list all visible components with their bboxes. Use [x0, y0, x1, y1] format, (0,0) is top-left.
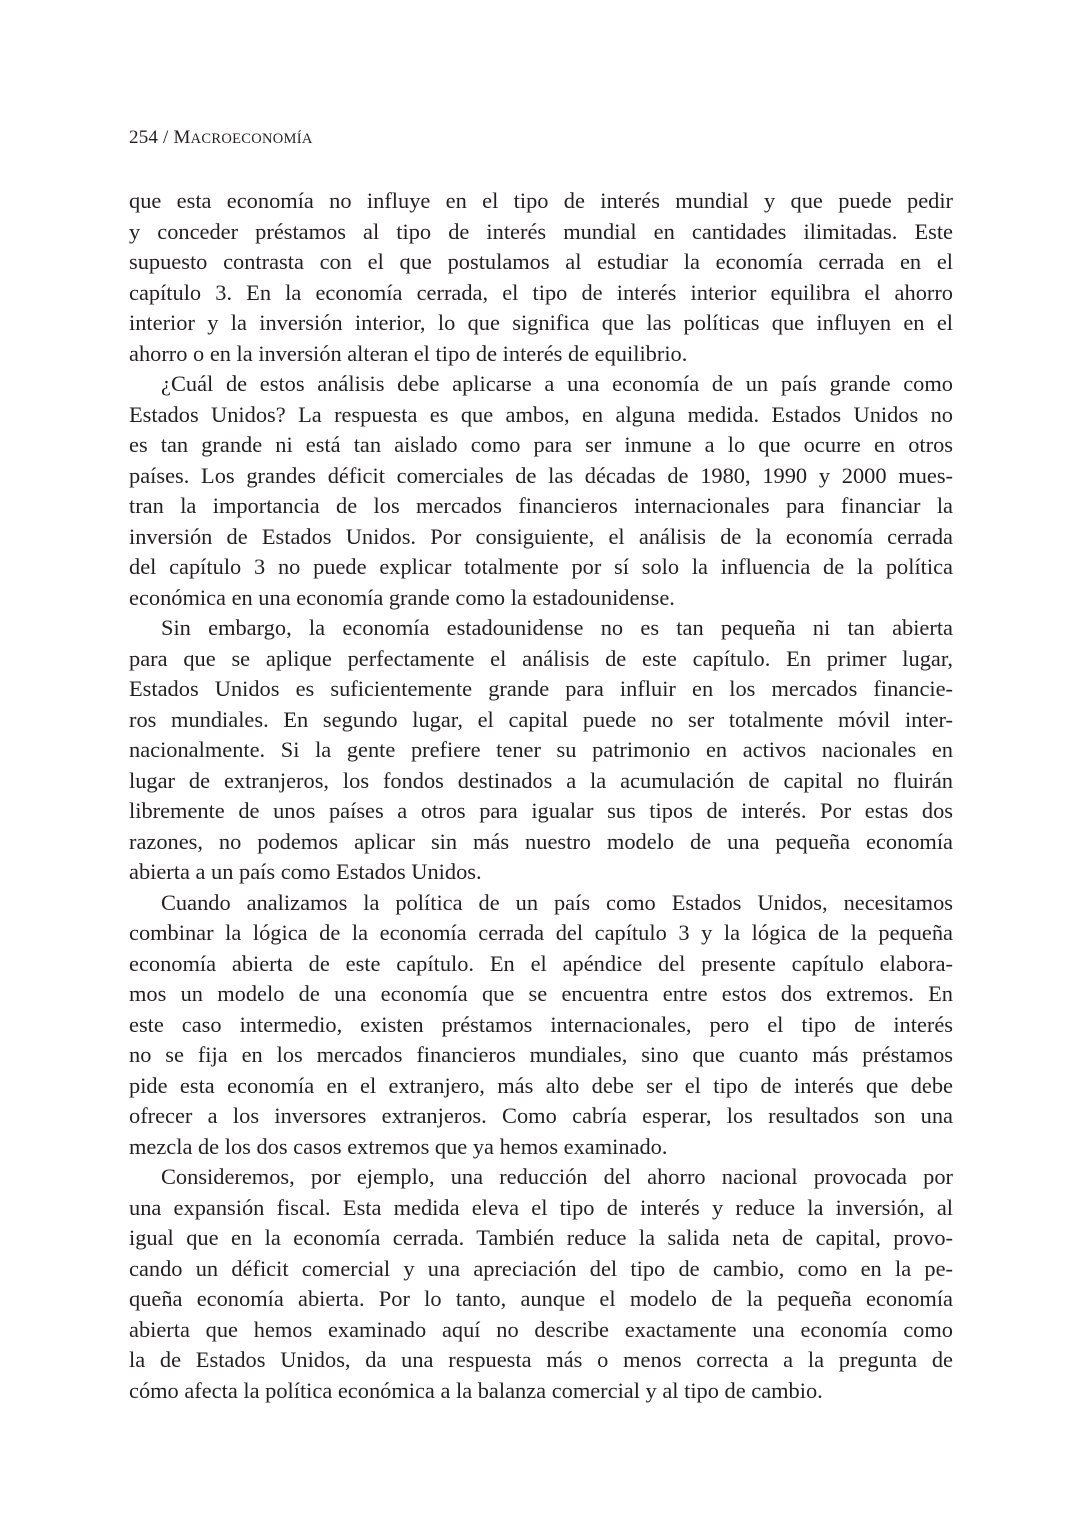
- text-line: queña economía abierta. Por lo tanto, aunque el modelo de la pequeña economía: [129, 1286, 953, 1311]
- text-line: tran la importancia de los mercados financieros internacionales para financiar la: [129, 493, 953, 518]
- text-line: nacionalmente. Si la gente prefiere tener su patrimonio en activos nacionales en: [129, 737, 953, 762]
- text-line: ¿Cuál de estos análisis debe aplicarse a una economía de un país grande como: [161, 371, 953, 396]
- text-line: lugar de extranjeros, los fondos destinados a la acumulación de capital no fluirán: [129, 767, 953, 793]
- paragraph-3: [129, 613, 953, 888]
- text-line: Estados Unidos es suficientemente grande para influir en los mercados financie-: [129, 676, 953, 701]
- paragraph-1: [129, 186, 953, 369]
- text-line: abierta que hemos examinado aquí no describe exactamente una economía como: [129, 1316, 953, 1342]
- text-line: Estados Unidos? La respuesta es que ambos, en alguna medida. Estados Unidos no: [129, 401, 953, 427]
- text-line: económica en una economía grande como la estadounidense.: [129, 584, 675, 610]
- text-line: ros mundiales. En segundo lugar, el capital puede no ser totalmente móvil inter-: [129, 706, 953, 732]
- running-title-rest: ACROECONOMÍA: [190, 131, 313, 147]
- text-line: para que se aplique perfectamente el análisis de este capítulo. En primer lugar,: [129, 645, 953, 671]
- text-line: mos un modelo de una economía que se encuentra entre estos dos extremos. En: [129, 981, 953, 1006]
- text-line: la de Estados Unidos, da una respuesta más o menos correcta a la pregunta de: [129, 1347, 953, 1372]
- text-line: que esta economía no influye en el tipo de interés mundial y que puede pedir: [129, 188, 953, 213]
- text-line: ahorro o en la inversión alteran el tipo de interés de equilibrio.: [129, 340, 688, 366]
- text-line: no se fija en los mercados financieros mundiales, sino que cuanto más préstamos: [129, 1042, 953, 1067]
- text-line: y conceder préstamos al tipo de interés mundial en cantidades ilimitadas. Este: [129, 218, 953, 244]
- text-line: inversión de Estados Unidos. Por consiguiente, el análisis de la economía cerrada: [129, 523, 953, 549]
- text-line: del capítulo 3 no puede explicar totalmente por sí solo la influencia de la política: [129, 554, 953, 579]
- text-line: Consideremos, por ejemplo, una reducción del ahorro nacional provocada por: [161, 1164, 953, 1189]
- running-head-separator: /: [158, 127, 174, 148]
- text-line: una expansión fiscal. Esta medida eleva el tipo de interés y reduce la inversión, al: [129, 1194, 953, 1220]
- text-line: Cuando analizamos la política de un país como Estados Unidos, necesitamos: [161, 889, 953, 915]
- running-title-initial: M: [173, 127, 191, 148]
- text-line: este caso intermedio, existen préstamos internacionales, pero el tipo de interés: [129, 1011, 953, 1037]
- text-line: interior y la inversión interior, lo que significa que las políticas que influyen en el: [129, 310, 953, 335]
- text-line: combinar la lógica de la economía cerrada del capítulo 3 y la lógica de la pequeña: [129, 920, 953, 945]
- text-line: libremente de unos países a otros para igualar sus tipos de interés. Por estas dos: [129, 798, 953, 823]
- text-line: países. Los grandes déficit comerciales de las décadas de 1980, 1990 y 2000 mues-: [129, 462, 953, 488]
- text-line: supuesto contrasta con el que postulamos al estudiar la economía cerrada en el: [129, 249, 953, 274]
- body-text: [129, 186, 953, 1406]
- paragraph-4: [129, 888, 953, 1163]
- text-line: capítulo 3. En la economía cerrada, el tipo de interés interior equilibra el ahorro: [129, 279, 953, 305]
- text-line: cómo afecta la política económica a la balanza comercial y al tipo de cambio.: [129, 1377, 823, 1403]
- page-number: 254: [129, 127, 159, 148]
- text-line: abierta a un país como Estados Unidos.: [129, 859, 482, 884]
- text-line: mezcla de los dos casos extremos que ya hemos examinado.: [129, 1133, 668, 1159]
- text-line: ofrecer a los inversores extranjeros. Como cabría esperar, los resultados son una: [129, 1103, 953, 1128]
- text-line: economía abierta de este capítulo. En el apéndice del presente capítulo elabora-: [129, 950, 953, 976]
- running-head: [129, 127, 313, 149]
- paragraph-5: [129, 1162, 953, 1406]
- text-line: es tan grande ni está tan aislado como para ser inmune a lo que ocurre en otros: [129, 432, 953, 457]
- text-line: Sin embargo, la economía estadounidense no es tan pequeña ni tan abierta: [161, 615, 953, 640]
- paragraph-2: [129, 369, 953, 613]
- text-line: razones, no podemos aplicar sin más nuestro modelo de una pequeña economía: [129, 828, 953, 854]
- text-line: igual que en la economía cerrada. También reduce la salida neta de capital, provo-: [129, 1225, 953, 1250]
- text-line: cando un déficit comercial y una apreciación del tipo de cambio, como en la pe-: [129, 1255, 953, 1281]
- text-line: pide esta economía en el extranjero, más alto debe ser el tipo de interés que debe: [129, 1072, 953, 1098]
